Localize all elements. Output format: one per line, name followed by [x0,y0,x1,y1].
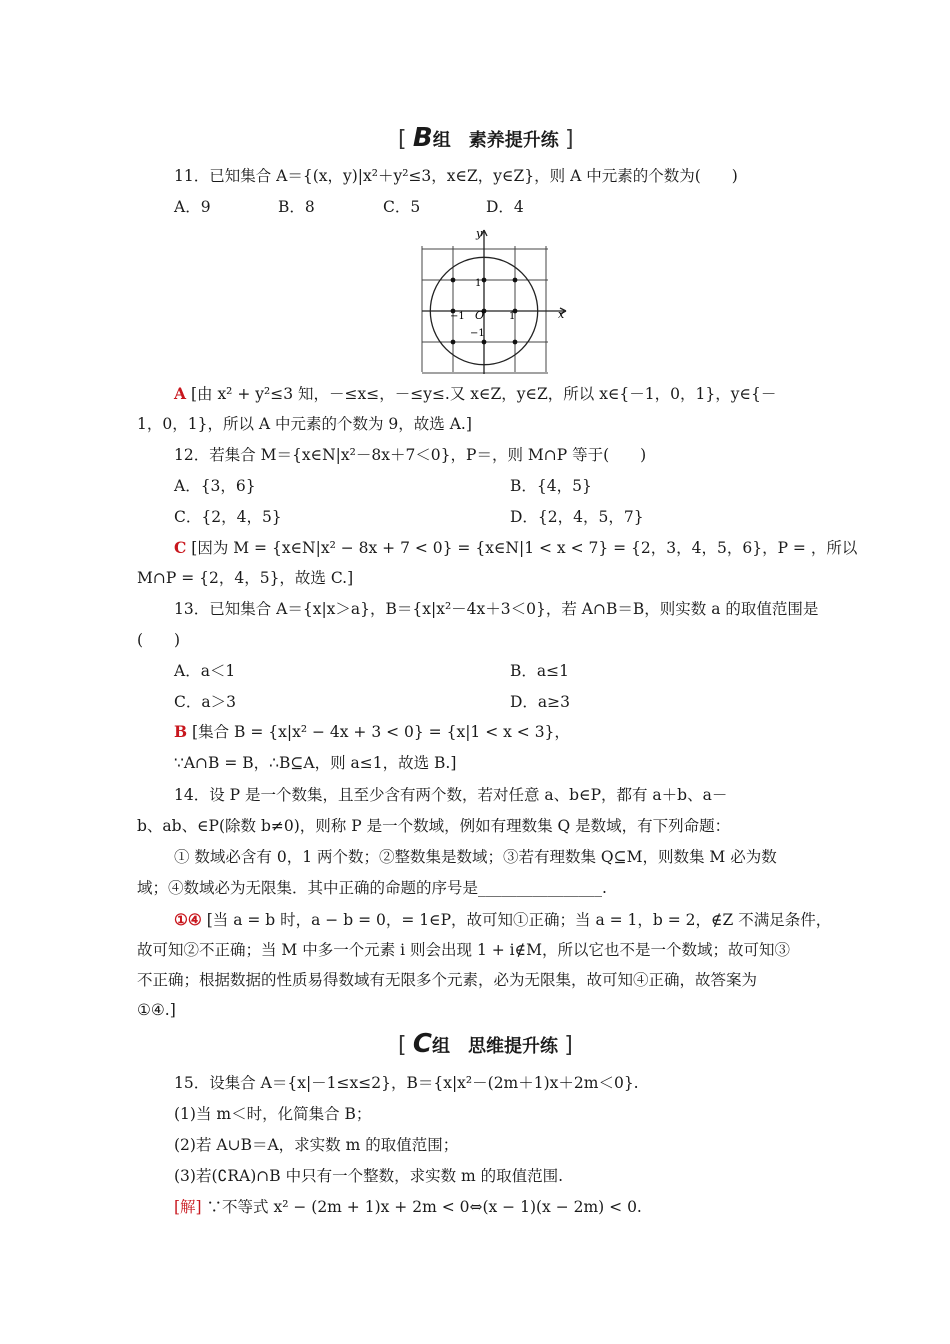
answer-11 [174,384,776,404]
axes [422,230,566,374]
lattice-point [451,340,456,345]
solution-15 [174,1197,642,1217]
lattice-point [513,340,518,345]
circle-lattice-figure [420,228,572,376]
section-title: 组 思维提升练 [431,1036,558,1057]
tick-label-x-neg: −1 [450,311,465,322]
answer-tag: ①④ [174,910,202,929]
option-a: A．9 [174,198,211,216]
question-13: 13．已知集合 A＝{x|x＞a}，B＝{x|x²－4x＋3＜0}，若 A∩B＝B，则实数 a 的取值范围是 [174,600,819,618]
question-15-part-1: (1)当 m＜时，化简集合 B； [174,1105,372,1123]
option-d: D．a≥3 [510,693,571,711]
section-header-c [398,1029,573,1059]
answer-tag: A [174,384,187,403]
origin-label: O [475,309,485,322]
lattice-point [451,278,456,283]
answer-13-cont: ∵A∩B = B，∴B⊆A，则 a≤1，故选 B.] [174,754,457,772]
answer-14-cont: ①④.] [137,1001,176,1019]
answer-14 [174,910,831,930]
question-15-part-2: (2)若 A∪B＝A，求实数 m 的取值范围； [174,1136,459,1154]
answer-11-cont: 1，0，1}，所以 A 中元素的个数为 9，故选 A.] [137,415,472,433]
answer-14-cont: 不正确；根据数据的性质易得数域有无限多个元素，必为无限集，故可知④正确，故答案为 [137,971,758,989]
answer-text: [当 a = b 时，a − b = 0，= 1∈P，故可知①正确；当 a = 1，b = 2，∉Z 不满足条件， [206,911,832,929]
option-a: A．{3，6} [174,477,256,495]
question-14-cont: b、ab、∈P(除数 b≠0)，则称 P 是一个数域，例如有理数集 Q 是数域，有下列命题： [137,817,731,835]
answer-text: [因为 M = {x∈N|x² − 8x + 7 < 0} = {x∈N|1 < x < 7} = {2，3，4，5，6}，P = ，所以 [191,539,858,557]
question-12: 12．若集合 M＝{x∈N|x²－8x＋7＜0}，P＝，则 M∩P 等于( ) [174,446,647,464]
solution-tag: [解] [174,1198,202,1216]
option-b: B．a≤1 [510,662,569,680]
tick-label-y-neg: −1 [470,328,485,339]
lattice-point [482,340,487,345]
answer-14-cont: 故可知②不正确；当 M 中多一个元素 i 则会出现 1 + i∉M，所以它也不是一个数域；故可知③ [137,941,790,959]
option-a: A．a＜1 [174,662,236,680]
bracket-close: ] [564,127,574,152]
option-c: C．a＞3 [174,693,236,711]
option-c: C．5 [383,198,421,216]
option-d: D．{2，4，5，7} [510,508,644,526]
answer-12 [174,538,857,558]
answer-tag: C [174,538,187,557]
question-15-part-3: (3)若(∁RA)∩B 中只有一个整数，求实数 m 的取值范围. [174,1167,564,1185]
bracket-open: [ [398,127,407,152]
question-13-cont: ( ) [137,631,181,649]
bracket-open: [ [398,1033,407,1058]
tick-label-y-pos: 1 [475,278,482,289]
question-11: 11．已知集合 A＝{(x，y)|x²＋y²≤3，x∈Z，y∈Z}，则 A 中元素的个数为( ) [174,167,738,185]
axis-label-x: x [558,308,565,321]
answer-text: [由 x² + y²≤3 知，－≤x≤，－≤y≤.又 x∈Z，y∈Z，所以 x∈{－1，0，1}，y∈{－ [190,385,777,403]
option-b: B．{4，5} [510,477,592,495]
answer-13 [174,722,570,742]
group-letter: C [412,1029,432,1059]
answer-12-cont: M∩P = {2，4，5}，故选 C.] [137,569,354,587]
question-15: 15．设集合 A＝{x|－1≤x≤2}，B＝{x|x²－(2m＋1)x＋2m＜0}. [174,1074,639,1092]
option-c: C．{2，4，5} [174,508,282,526]
question-14-cont: 域；④数域必为无限集．其中正确的命题的序号是________________. [137,879,607,897]
section-header-b [398,123,574,153]
tick-label-x-pos: 1 [509,311,516,322]
answer-text: [集合 B = {x|x² − 4x + 3 < 0} = {x|1 < x < 3}， [192,723,570,741]
section-title: 组 素养提升练 [432,130,559,151]
bracket-close: ] [564,1033,573,1058]
group-letter: B [412,123,433,153]
question-14-cont: ① 数域必含有 0，1 两个数；②整数集是数域；③若有理数集 Q⊆M，则数集 M 必为数 [174,848,777,866]
axis-label-y: y [476,228,483,240]
solution-text: ∵不等式 x² − (2m + 1)x + 2m < 0⇔(x − 1)(x − 2m) < 0. [206,1198,642,1216]
answer-tag: B [174,722,188,741]
lattice-point [482,278,487,283]
question-14: 14．设 P 是一个数集，且至少含有两个数，若对任意 a、b∈P，都有 a＋b、a－ [174,786,728,804]
option-d: D．4 [486,198,524,216]
option-b: B．8 [278,198,315,216]
lattice-point [513,278,518,283]
